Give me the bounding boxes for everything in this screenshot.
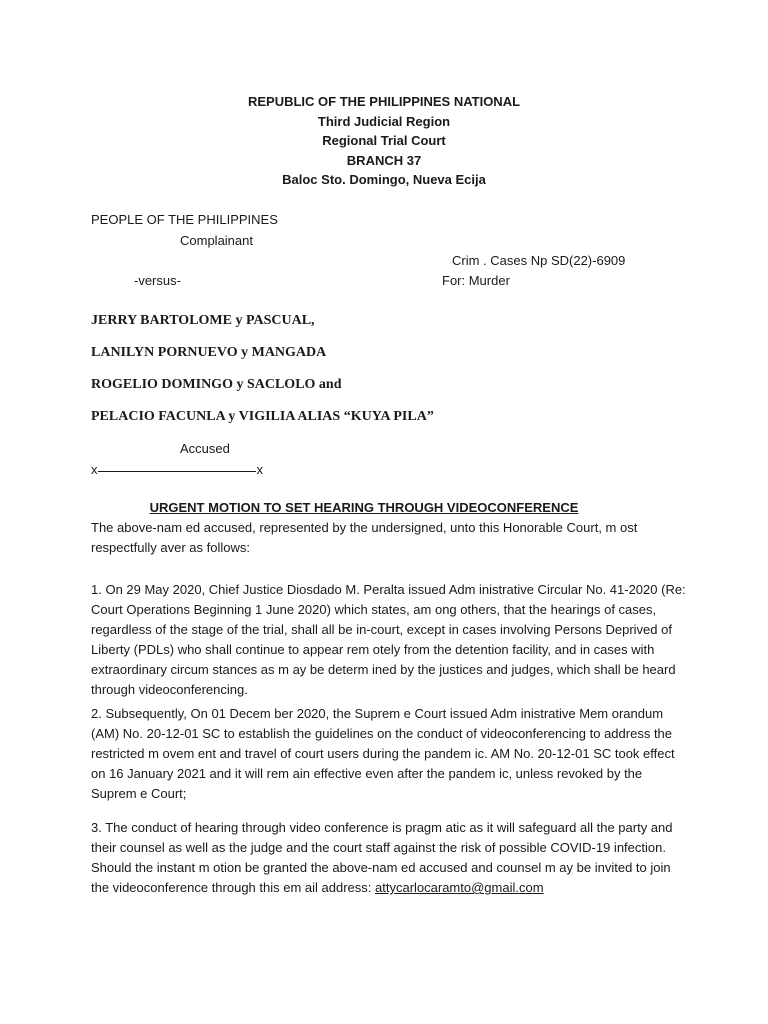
plaintiff-role: Complainant [180,233,253,248]
separator-line [98,471,256,472]
header-location: Baloc Sto. Domingo, Nueva Ecija [282,172,486,187]
accused-name-2: LANILYN PORNUEVO y MANGADA [91,345,327,360]
accused-name-3: ROGELIO DOMINGO y SACLOLO and [91,377,342,392]
motion-title [0,498,728,518]
court-header [0,92,768,190]
versus-label: -versus- [134,273,181,288]
caption-separator [91,462,263,478]
separator-left-x: x [91,462,98,477]
paragraph-1: 1. On 29 May 2020, Chief Justice Diosdado M. Peralta issued Adm inistrative Circular No. 41-2020 (Re: Court Operations Beginning 1 June 2020) which states, am ong others, that the hearings of cases, regardless of the stage of the trial, shall all be in-court, except in cases involving Persons Deprived of Liberty (PDLs) who shall continue to appear rem otely from the detention facility, and in cases with extraordinary circum stances as m ay be determ ined by the justices and judges, which shall be heard through videoconferencing. [91,582,686,697]
offense-label: For: Murder [442,273,510,288]
plaintiff-name: PEOPLE OF THE PHILIPPINES [91,212,278,227]
motion-intro: The above-nam ed accused, represented by the undersigned, unto this Honorable Court, m ost respectfully aver as follows: [91,520,638,555]
paragraph-3 [91,818,691,898]
header-judicial-region: Third Judicial Region [317,113,451,129]
header-branch: BRANCH 37 [346,152,422,168]
accused-name-4: PELACIO FACUNLA y VIGILIA ALIAS “KUYA PILA” [91,409,434,424]
separator-right-x: x [256,462,263,477]
motion-title-text: URGENT MOTION TO SET HEARING THROUGH VIDEOCONFERENCE [149,500,579,515]
case-number: Crim . Cases Np SD(22)-6909 [452,253,626,268]
accused-name-1: JERRY BARTOLOME y PASCUAL, [91,313,315,328]
email-address: attycarlocaramto@gmail.com [375,880,544,895]
paragraph-3-text: 3. The conduct of hearing through video conference is pragm atic as it will safeguard all the party and their counsel as well as the judge and the court staff against the risk of possible COVID-19 infection. Should the instant m otion be granted the above-nam ed accused and counsel m ay be invited to join the videoconference through this em ail address: [91,820,673,895]
header-trial-court: Regional Trial Court [322,133,446,148]
accused-role: Accused [180,441,230,456]
header-republic: REPUBLIC OF THE PHILIPPINES NATIONAL [247,94,521,109]
paragraph-2: 2. Subsequently, On 01 Decem ber 2020, the Suprem e Court issued Adm inistrative Mem orandum (AM) No. 20-12-01 SC to establish the guidelines on the conduct of videoconferencing to address the restricted m ovem ent and travel of court users during the pandem ic. AM No. 20-12-01 SC took effect on 16 January 2021 and it will rem ain effective even after the pandem ic, unless revoked by the Suprem e Court; [91,706,675,801]
